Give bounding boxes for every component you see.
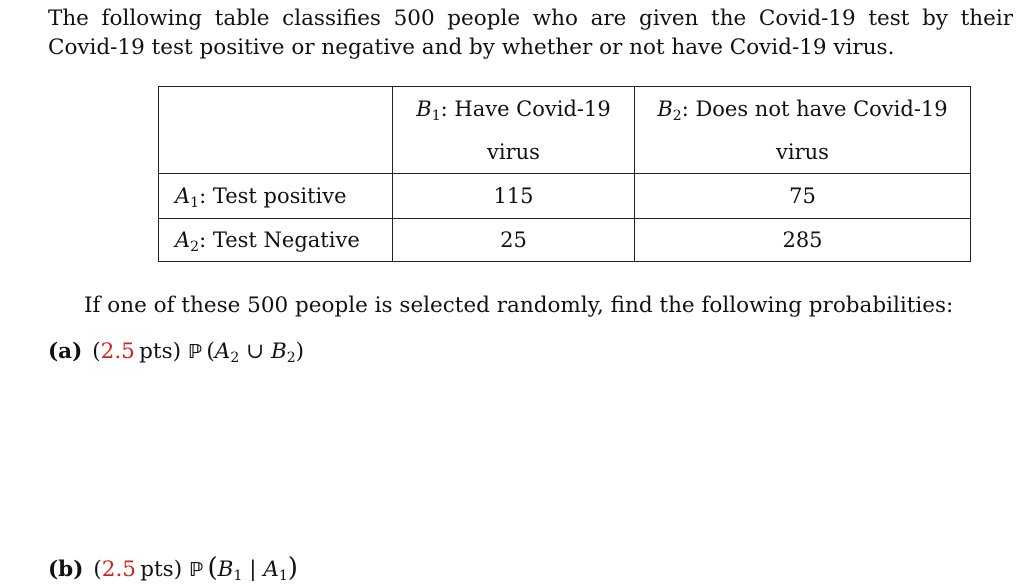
col-header-b2 xyxy=(635,87,971,174)
part-a-expr-op: ∪ xyxy=(246,339,265,364)
contingency-table xyxy=(158,86,971,262)
part-b-expr-a: B xyxy=(217,557,234,582)
part-b-points-unit: pts xyxy=(140,557,174,582)
cell-a1-b1: 115 xyxy=(393,174,635,219)
table-corner-cell xyxy=(159,87,393,174)
part-a-expr-a-sub: 2 xyxy=(230,350,240,366)
part-a-points-unit: pts xyxy=(139,339,173,364)
col-header-b2-sub: 2 xyxy=(672,108,682,124)
part-b-expr-b: A xyxy=(263,557,279,582)
col-header-b1-sub: 1 xyxy=(431,108,441,124)
cell-a2-b1: 25 xyxy=(393,219,635,262)
row-a1-sub: 1 xyxy=(190,195,200,211)
cell-a2-b2: 285 xyxy=(635,219,971,262)
row-a2-label: : Test Negative xyxy=(199,228,360,252)
col-header-b1-symbol: B xyxy=(416,97,432,121)
cell-a1-b2: 75 xyxy=(635,174,971,219)
part-b-label: (b) xyxy=(48,557,84,582)
col-header-b2-symbol: B xyxy=(657,97,673,121)
question-text: If one of these 500 people is selected randomly, find the following probabilities: xyxy=(84,293,954,318)
part-b-prob-symbol: ℙ xyxy=(188,559,204,581)
part-b-expr-op: | xyxy=(249,557,257,582)
table-row-a2 xyxy=(159,219,971,262)
col-header-b1-line2: virus xyxy=(487,140,540,164)
table-header-row xyxy=(159,87,971,174)
part-a-expression: ($A_2$ ∪ $B_2$) xyxy=(206,339,305,366)
part-a-expr-b: B xyxy=(270,339,287,364)
row-a1-label: : Test positive xyxy=(199,184,347,208)
part-a-points-value: 2.5 xyxy=(100,339,135,364)
part-b xyxy=(48,553,298,583)
row-label-a2 xyxy=(159,219,393,262)
part-a-prob-symbol: ℙ xyxy=(187,341,203,363)
part-b-expr-a-sub: 1 xyxy=(233,568,243,584)
row-a2-sub: 2 xyxy=(190,239,200,255)
part-a-expr-a: A xyxy=(214,339,231,364)
part-b-points-value: 2.5 xyxy=(101,557,136,582)
col-header-b1 xyxy=(393,87,635,174)
part-b-expr-b-sub: 1 xyxy=(278,568,288,584)
row-a1-symbol: A xyxy=(175,184,191,208)
col-header-b2-line2: virus xyxy=(776,140,829,164)
col-header-b1-line1: : Have Covid-19 xyxy=(440,97,611,121)
part-a-expr-b-sub: 2 xyxy=(286,350,296,366)
intro-paragraph: The following table classifies 500 people who are given the Covid-19 test by their Covid-19 test positive or negative and by whether or not have Covid-19 virus. xyxy=(48,6,1013,60)
col-header-b2-line1: : Does not have Covid-19 xyxy=(681,97,948,121)
part-a-points: (2.5 pts) xyxy=(92,339,181,364)
part-a xyxy=(48,339,304,364)
row-a2-symbol: A xyxy=(175,228,191,252)
part-a-label: (a) xyxy=(48,339,83,364)
part-b-expression: ($B_1$ | $A_1$) xyxy=(207,553,298,584)
part-b-points: (2.5 pts) xyxy=(93,557,183,582)
table-row-a1 xyxy=(159,174,971,219)
row-label-a1 xyxy=(159,174,393,219)
